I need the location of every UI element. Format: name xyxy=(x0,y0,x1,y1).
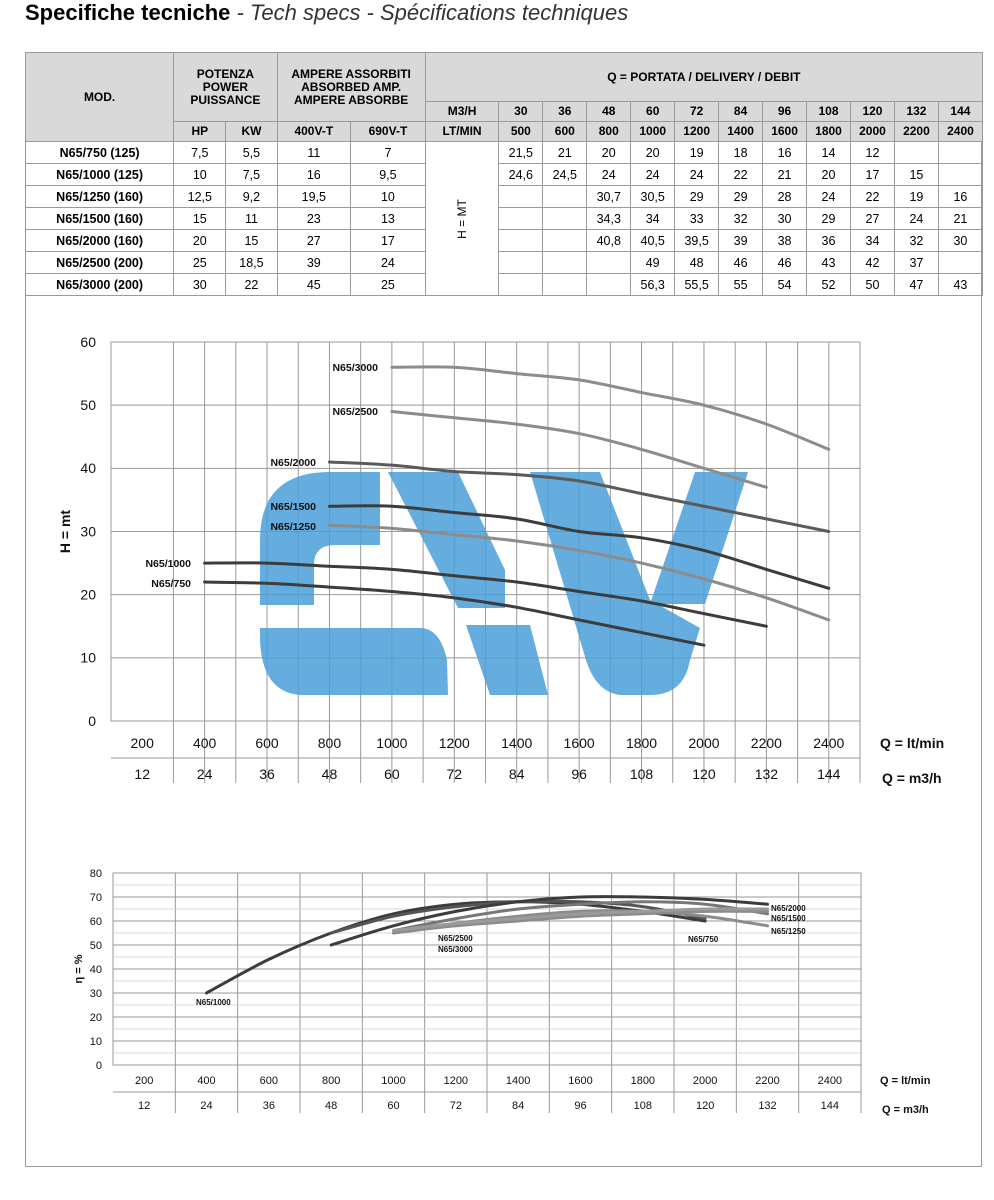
header-ltmin-9: 2200 xyxy=(894,122,938,142)
cell-hp: 7,5 xyxy=(174,142,226,164)
x2-axis-title: Q = m3/h xyxy=(882,1104,929,1116)
cell-head: 24,6 xyxy=(499,164,543,186)
cell-head: 30,5 xyxy=(631,186,675,208)
cell-head: 46 xyxy=(719,252,763,274)
y-tick-label: 60 xyxy=(80,333,96,350)
cell-head xyxy=(894,142,938,164)
cell-head: 32 xyxy=(719,208,763,230)
cell-hp: 15 xyxy=(174,208,226,230)
cell-head: 56,3 xyxy=(631,274,675,296)
x2-tick-label: 12 xyxy=(134,766,150,782)
logo-part xyxy=(260,628,448,695)
cell-a400: 11 xyxy=(277,142,351,164)
y-tick-label: 60 xyxy=(89,915,102,928)
cell-hp: 12,5 xyxy=(174,186,226,208)
series-label: N65/2000 xyxy=(771,904,806,913)
cell-head xyxy=(543,186,587,208)
header-m3h-0: 30 xyxy=(499,102,543,122)
x2-tick-label: 36 xyxy=(259,766,275,782)
cell-head xyxy=(938,164,982,186)
header-power-text: POTENZA POWER PUISSANCE xyxy=(190,66,261,107)
h-mt-label-cell xyxy=(425,142,499,296)
cell-head: 24 xyxy=(587,164,631,186)
cell-head: 21,5 xyxy=(499,142,543,164)
cell-head: 16 xyxy=(938,186,982,208)
cell-head: 24 xyxy=(807,186,851,208)
cell-head: 37 xyxy=(894,252,938,274)
x2-tick-label: 108 xyxy=(633,1100,653,1112)
x2-tick-label: 120 xyxy=(692,766,716,782)
y-tick-label: 10 xyxy=(80,649,96,666)
cell-head xyxy=(938,142,982,164)
x-tick-label: 600 xyxy=(255,735,279,751)
cell-head: 47 xyxy=(894,274,938,296)
y-tick-label: 20 xyxy=(89,1011,102,1024)
x-tick-label: 2200 xyxy=(755,1075,780,1087)
y-tick-label: 70 xyxy=(89,891,102,904)
cell-model: N65/3000 (200) xyxy=(26,274,174,296)
header-power xyxy=(174,53,277,122)
cell-a400: 45 xyxy=(277,274,351,296)
cell-head: 20 xyxy=(807,164,851,186)
x-tick-label: 400 xyxy=(192,735,217,751)
cell-head: 39,5 xyxy=(675,230,719,252)
x-tick-label: 1400 xyxy=(505,1075,531,1087)
header-m3h-4: 72 xyxy=(675,102,719,122)
y-tick-label: 80 xyxy=(89,867,102,880)
y-tick-label: 40 xyxy=(89,963,102,976)
x2-tick-label: 12 xyxy=(138,1100,151,1112)
y-tick-label: 50 xyxy=(80,397,96,414)
cell-a400: 27 xyxy=(277,230,351,252)
cell-head xyxy=(543,274,587,296)
cell-head: 54 xyxy=(763,274,807,296)
header-m3h-1: 36 xyxy=(543,102,587,122)
cell-head: 28 xyxy=(763,186,807,208)
header-ampere-text: AMPERE ASSORBITI ABSORBED AMP. AMPERE ABSORBE xyxy=(291,66,411,107)
cell-head xyxy=(938,252,982,274)
y-tick-label: 30 xyxy=(80,523,96,540)
cell-head: 49 xyxy=(631,252,675,274)
header-m3h-7: 108 xyxy=(807,102,851,122)
cell-model: N65/750 (125) xyxy=(26,142,174,164)
x-tick-label: 800 xyxy=(321,1075,341,1087)
cell-head: 48 xyxy=(675,252,719,274)
x2-axis-title: Q = m3/h xyxy=(882,770,942,786)
x-tick-label: 800 xyxy=(317,735,342,751)
cell-kw: 11 xyxy=(226,208,277,230)
cell-kw: 9,2 xyxy=(226,186,277,208)
h-mt-label: H = MT xyxy=(455,198,470,239)
cell-head: 17 xyxy=(850,164,894,186)
x2-tick-label: 96 xyxy=(571,766,587,782)
cell-head xyxy=(499,274,543,296)
cell-head: 19 xyxy=(675,142,719,164)
y-tick-label: 30 xyxy=(89,987,102,1000)
series-label: N65/2500 xyxy=(332,406,378,418)
cell-head: 34,3 xyxy=(587,208,631,230)
cell-head: 29 xyxy=(807,208,851,230)
x-tick-label: 1200 xyxy=(443,1075,469,1087)
header-ltmin-5: 1400 xyxy=(719,122,763,142)
header-m3h-6: 96 xyxy=(763,102,807,122)
x2-tick-label: 72 xyxy=(446,766,463,782)
header-mod: MOD. xyxy=(26,53,174,142)
cell-head xyxy=(499,230,543,252)
cell-a690: 10 xyxy=(351,186,426,208)
cell-head: 43 xyxy=(938,274,982,296)
x-tick-label: 400 xyxy=(197,1075,216,1087)
cell-head: 42 xyxy=(850,252,894,274)
cell-head: 34 xyxy=(631,208,675,230)
y-tick-label: 0 xyxy=(88,712,96,729)
x-tick-label: 1200 xyxy=(438,735,470,751)
series-label: N65/1500 xyxy=(270,501,316,513)
x2-tick-label: 132 xyxy=(758,1100,777,1112)
cell-a400: 39 xyxy=(277,252,351,274)
header-m3h-9: 132 xyxy=(894,102,938,122)
cell-head: 52 xyxy=(807,274,851,296)
cell-head: 16 xyxy=(763,142,807,164)
header-ltmin-1: 600 xyxy=(543,122,587,142)
header-m3h-label: M3/H xyxy=(425,102,499,122)
cell-model: N65/1500 (160) xyxy=(26,208,174,230)
cell-head xyxy=(587,252,631,274)
cell-head: 15 xyxy=(894,164,938,186)
cell-a690: 9,5 xyxy=(351,164,426,186)
series-label: N65/1000 xyxy=(196,998,231,1007)
table-row xyxy=(26,252,983,274)
cell-head xyxy=(543,208,587,230)
x2-tick-label: 84 xyxy=(512,1100,525,1112)
table-row xyxy=(26,186,983,208)
cell-hp: 20 xyxy=(174,230,226,252)
x-tick-label: 600 xyxy=(259,1075,279,1087)
cell-kw: 22 xyxy=(226,274,277,296)
cell-head: 21 xyxy=(938,208,982,230)
cell-hp: 30 xyxy=(174,274,226,296)
header-portata: Q = PORTATA / DELIVERY / DEBIT xyxy=(425,53,982,102)
cell-head: 46 xyxy=(763,252,807,274)
x-axis-title: Q = lt/min xyxy=(880,1075,931,1087)
cell-head: 14 xyxy=(807,142,851,164)
series-label: N65/1500 xyxy=(771,914,806,923)
page-title xyxy=(25,0,628,26)
x-tick-label: 2400 xyxy=(817,1075,843,1087)
x2-tick-label: 132 xyxy=(754,766,779,782)
y-tick-label: 20 xyxy=(80,586,96,603)
x-tick-label: 200 xyxy=(134,1075,154,1087)
cell-head: 43 xyxy=(807,252,851,274)
title-italic: - Tech specs - Spécifications techniques xyxy=(230,0,629,25)
header-ltmin-10: 2400 xyxy=(938,122,982,142)
x-tick-label: 2000 xyxy=(688,735,720,751)
head-chart xyxy=(0,300,994,800)
table-row xyxy=(26,230,983,252)
header-ltmin-7: 1800 xyxy=(807,122,851,142)
efficiency-chart xyxy=(0,860,994,1120)
table-row xyxy=(26,142,983,164)
x2-tick-label: 144 xyxy=(820,1100,840,1112)
x2-tick-label: 96 xyxy=(574,1100,587,1112)
x-tick-label: 200 xyxy=(130,735,154,751)
cell-head: 24 xyxy=(894,208,938,230)
x-tick-label: 1800 xyxy=(630,1075,656,1087)
cell-model: N65/1000 (125) xyxy=(26,164,174,186)
cell-head: 39 xyxy=(719,230,763,252)
header-m3h-5: 84 xyxy=(719,102,763,122)
table-row xyxy=(26,208,983,230)
cell-head xyxy=(543,230,587,252)
cell-head: 20 xyxy=(587,142,631,164)
table-row xyxy=(26,164,983,186)
cell-head: 24,5 xyxy=(543,164,587,186)
specs-table xyxy=(25,52,983,296)
cell-head: 18 xyxy=(719,142,763,164)
x2-tick-label: 24 xyxy=(200,1100,213,1112)
x2-tick-label: 144 xyxy=(817,766,841,782)
header-ltmin-8: 2000 xyxy=(850,122,894,142)
cell-a690: 25 xyxy=(351,274,426,296)
cell-head: 22 xyxy=(850,186,894,208)
cell-head: 19 xyxy=(894,186,938,208)
x2-tick-label: 36 xyxy=(262,1100,275,1112)
header-m3h-3: 60 xyxy=(631,102,675,122)
cell-head xyxy=(499,252,543,274)
cell-head: 24 xyxy=(675,164,719,186)
header-ampere xyxy=(277,53,425,122)
cell-head: 30 xyxy=(763,208,807,230)
header-ltmin-4: 1200 xyxy=(675,122,719,142)
cell-model: N65/2500 (200) xyxy=(26,252,174,274)
x-axis-title: Q = lt/min xyxy=(880,735,945,751)
cell-head: 20 xyxy=(631,142,675,164)
cell-head xyxy=(499,208,543,230)
cell-head: 12 xyxy=(850,142,894,164)
cell-head: 55 xyxy=(719,274,763,296)
x2-tick-label: 72 xyxy=(449,1100,462,1112)
cell-a690: 24 xyxy=(351,252,426,274)
cell-head: 36 xyxy=(807,230,851,252)
x-tick-label: 1000 xyxy=(381,1075,406,1087)
table-row xyxy=(26,274,983,296)
cell-hp: 10 xyxy=(174,164,226,186)
cell-head: 55,5 xyxy=(675,274,719,296)
cell-head: 27 xyxy=(850,208,894,230)
cell-head: 29 xyxy=(675,186,719,208)
header-ltmin-6: 1600 xyxy=(763,122,807,142)
x-tick-label: 1800 xyxy=(625,735,658,751)
cell-head: 38 xyxy=(763,230,807,252)
x2-tick-label: 120 xyxy=(695,1100,715,1112)
cell-head: 34 xyxy=(850,230,894,252)
cell-head: 30,7 xyxy=(587,186,631,208)
cell-a400: 19,5 xyxy=(277,186,351,208)
cell-head: 50 xyxy=(850,274,894,296)
x2-tick-label: 84 xyxy=(508,766,525,782)
header-400v: 400V-T xyxy=(277,122,351,142)
cell-hp: 25 xyxy=(174,252,226,274)
x2-tick-label: 48 xyxy=(325,1100,338,1112)
series-label: N65/750 xyxy=(688,935,719,944)
header-hp: HP xyxy=(174,122,226,142)
cell-head: 40,5 xyxy=(631,230,675,252)
cell-kw: 18,5 xyxy=(226,252,277,274)
cell-head: 32 xyxy=(894,230,938,252)
x-tick-label: 2400 xyxy=(813,735,845,751)
header-ltmin-0: 500 xyxy=(499,122,543,142)
header-ltmin-label: LT/MIN xyxy=(425,122,499,142)
cell-kw: 15 xyxy=(226,230,277,252)
cell-head: 30 xyxy=(938,230,982,252)
header-m3h-10: 144 xyxy=(938,102,982,122)
series-label: N65/3000 xyxy=(332,362,378,374)
cell-head: 29 xyxy=(719,186,763,208)
cell-head: 21 xyxy=(763,164,807,186)
x2-tick-label: 60 xyxy=(387,1100,400,1112)
cell-a400: 16 xyxy=(277,164,351,186)
series-label: N65/2500 xyxy=(438,934,473,943)
cell-kw: 7,5 xyxy=(226,164,277,186)
cell-head xyxy=(587,274,631,296)
title-bold: Specifiche tecniche xyxy=(25,0,231,25)
x2-tick-label: 48 xyxy=(321,766,338,782)
cell-head: 33 xyxy=(675,208,719,230)
cell-head xyxy=(543,252,587,274)
cell-head: 40,8 xyxy=(587,230,631,252)
cell-a690: 7 xyxy=(351,142,426,164)
header-m3h-2: 48 xyxy=(587,102,631,122)
cell-model: N65/1250 (160) xyxy=(26,186,174,208)
series-label: N65/1000 xyxy=(145,558,191,570)
cell-model: N65/2000 (160) xyxy=(26,230,174,252)
y-axis-title: H = mt xyxy=(57,509,73,554)
cell-head xyxy=(499,186,543,208)
x-tick-label: 1000 xyxy=(376,735,408,751)
header-ltmin-3: 1000 xyxy=(631,122,675,142)
x2-tick-label: 108 xyxy=(629,766,654,782)
y-tick-label: 50 xyxy=(89,939,102,952)
x-tick-label: 1400 xyxy=(501,735,533,751)
x2-tick-label: 24 xyxy=(196,766,213,782)
series-label: N65/2000 xyxy=(270,457,316,469)
cell-a400: 23 xyxy=(277,208,351,230)
series-label: N65/3000 xyxy=(438,945,473,954)
cell-head: 24 xyxy=(631,164,675,186)
header-kw: KW xyxy=(226,122,277,142)
x-tick-label: 2200 xyxy=(750,735,782,751)
series-label: N65/1250 xyxy=(771,927,806,936)
cell-head: 21 xyxy=(543,142,587,164)
series-label: N65/1250 xyxy=(270,521,316,533)
x2-tick-label: 60 xyxy=(384,766,400,782)
y-tick-label: 40 xyxy=(80,460,96,477)
cell-a690: 17 xyxy=(351,230,426,252)
cell-kw: 5,5 xyxy=(226,142,277,164)
x-tick-label: 2000 xyxy=(692,1075,718,1087)
header-m3h-8: 120 xyxy=(850,102,894,122)
x-tick-label: 1600 xyxy=(563,735,595,751)
series-label: N65/750 xyxy=(151,578,191,590)
cell-head: 22 xyxy=(719,164,763,186)
y-tick-label: 10 xyxy=(89,1035,102,1048)
cell-a690: 13 xyxy=(351,208,426,230)
header-690v: 690V-T xyxy=(351,122,426,142)
y-tick-label: 0 xyxy=(95,1059,102,1072)
header-ltmin-2: 800 xyxy=(587,122,631,142)
x-tick-label: 1600 xyxy=(568,1075,593,1087)
y-axis-title: η = % xyxy=(73,954,85,984)
